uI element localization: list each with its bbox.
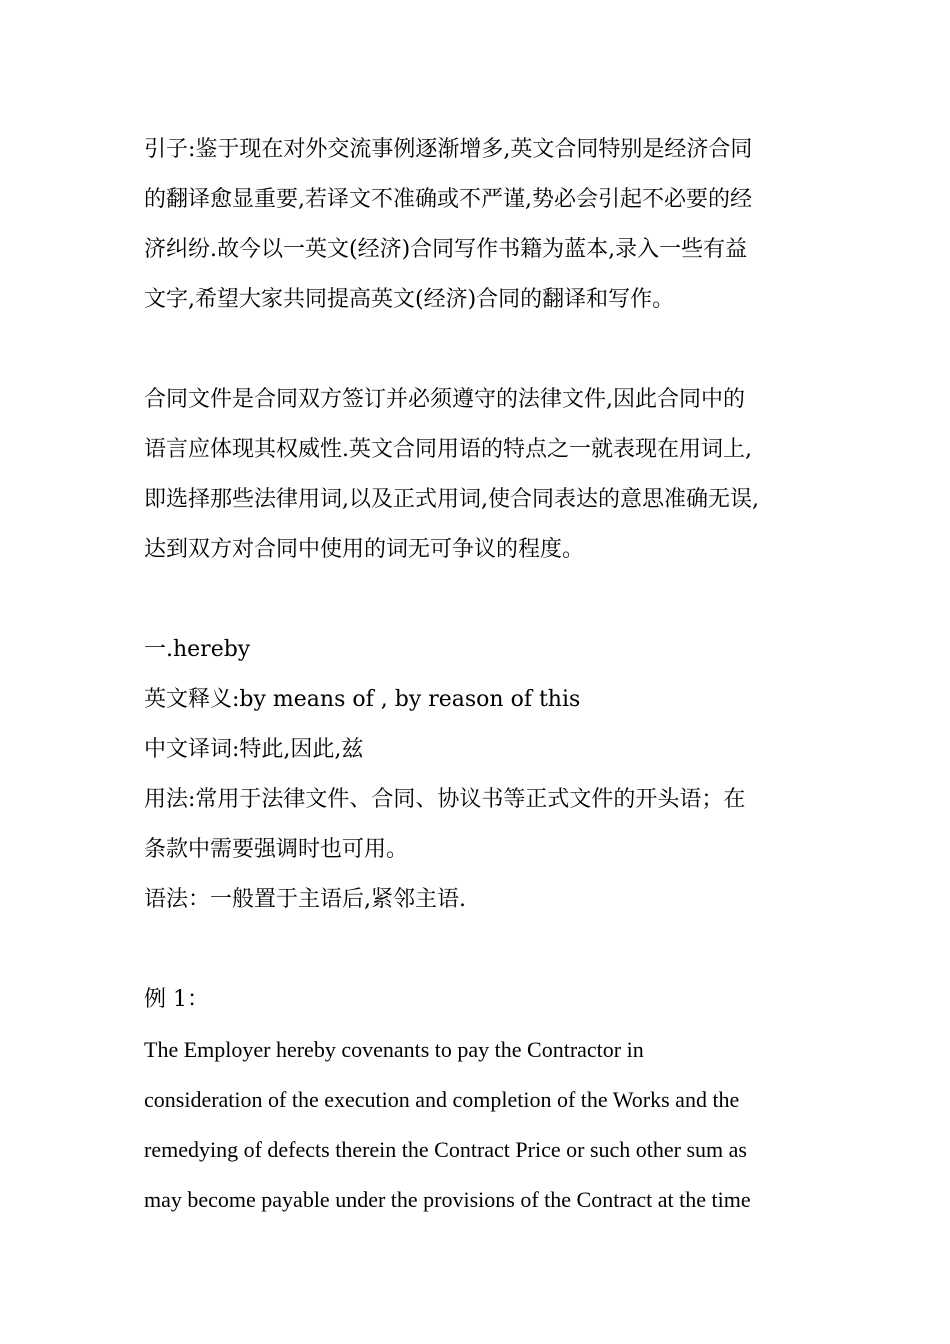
grammar-line: 语法：一般置于主语后,紧邻主语. bbox=[144, 887, 466, 912]
contract-language-line: 语言应体现其权威性.英文合同用语的特点之一就表现在用词上, bbox=[144, 437, 752, 462]
intro-line: 文字,希望大家共同提高英文(经济)合同的翻译和写作。 bbox=[144, 287, 675, 312]
example-line: consideration of the execution and completion of the Works and the bbox=[144, 1087, 740, 1112]
hereby-entry bbox=[144, 625, 816, 925]
intro-line: 的翻译愈显重要,若译文不准确或不严谨,势必会引起不必要的经 bbox=[144, 187, 752, 212]
intro-line: 济纠纷.故今以一英文(经济)合同写作书籍为蓝本,录入一些有益 bbox=[144, 237, 748, 262]
example-line: may become payable under the provisions of the Contract at the time bbox=[144, 1187, 751, 1212]
document-body bbox=[144, 125, 816, 1225]
english-definition: 英文释义:by means of , by reason of this bbox=[144, 687, 581, 712]
contract-language-line: 合同文件是合同双方签订并必须遵守的法律文件,因此合同中的 bbox=[144, 387, 745, 412]
example-label: 例 1： bbox=[144, 987, 209, 1012]
contract-language-paragraph bbox=[144, 375, 816, 575]
contract-language-line: 即选择那些法律用词,以及正式用词,使合同表达的意思准确无误, bbox=[144, 487, 759, 512]
entry-heading: 一.hereby bbox=[144, 637, 251, 662]
chinese-definition: 中文译词:特此,因此,兹 bbox=[144, 737, 364, 762]
intro-paragraph bbox=[144, 125, 816, 325]
usage-line: 条款中需要强调时也可用。 bbox=[144, 837, 409, 862]
intro-line: 引子:鉴于现在对外交流事例逐渐增多,英文合同特别是经济合同 bbox=[144, 137, 753, 162]
paragraph-spacer bbox=[144, 575, 816, 625]
example-block bbox=[144, 975, 816, 1225]
example-line: The Employer hereby covenants to pay the Contractor in bbox=[144, 1037, 644, 1062]
example-line: remedying of defects therein the Contract Price or such other sum as bbox=[144, 1137, 747, 1162]
contract-language-line: 达到双方对合同中使用的词无可争议的程度。 bbox=[144, 537, 585, 562]
paragraph-spacer bbox=[144, 925, 816, 975]
usage-line: 用法:常用于法律文件、合同、协议书等正式文件的开头语；在 bbox=[144, 787, 746, 812]
paragraph-spacer bbox=[144, 325, 816, 375]
